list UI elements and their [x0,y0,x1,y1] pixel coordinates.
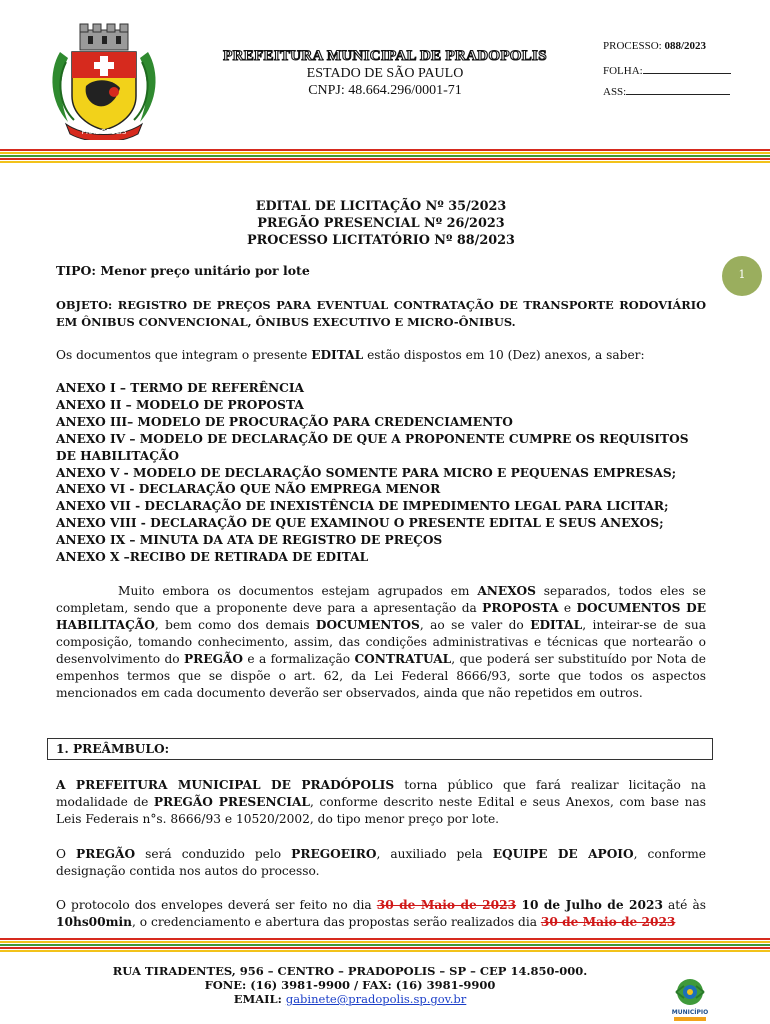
ass-field [603,84,730,98]
crest-ribbon-text: PRADOPOLIS [81,128,127,136]
objeto-text: : REGISTRO DE PREÇOS PARA EVENTUAL CONTRATAÇÃO DE TRANSPORTE RODOVIÁRIO EM ÔNIBUS CONVENCIONAL, ÔNIBUS EXECUTIVO E MICRO-ÔNIBUS. [56,298,706,329]
pregao-title: PREGÃO PRESENCIAL Nº 26/2023 [257,216,505,231]
page-number-badge: 1 [722,256,762,296]
folha-field [603,63,731,77]
footer-color-stripes [0,938,770,952]
tipo-line: TIPO: Menor preço unitário por lote [56,263,310,278]
paragraph-pregao: O PREGÃO será conduzido pelo PREGOEIRO, auxiliado pela EQUIPE DE APOIO, conforme designação contida nos autos do processo. [56,847,706,878]
footer-phone: FONE: (16) 3981-9900 / FAX: (16) 3981-9900 [204,978,496,992]
state-name: ESTADO DE SÃO PAULO [306,66,464,81]
municipality-title: PREFEITURA MUNICIPAL DE PRADOPOLIS [223,48,547,64]
header-color-stripes [0,149,770,163]
process-label: PROCESSO: [603,40,662,52]
footer-email-link[interactable]: gabinete@pradopolis.sp.gov.br [285,992,467,1006]
section-preambulo-heading: 1. PREÂMBULO: [56,742,170,756]
folha-blank-line [643,63,731,74]
process-number: 088/2023 [664,40,707,52]
edital-title: EDITAL DE LICITAÇÃO Nº 35/2023 [255,199,507,214]
municipio-verde-azul-logo [664,974,716,1024]
footer-email-label: EMAIL: [233,992,286,1006]
paragraph-protocolo: O protocolo dos envelopes deverá ser feito no dia 30 de Maio de 2023 10 de Julho de 2023 até às 10hs00min, o credenciamento e abertura das propostas serão realizados dia 30 de Maio de 2023 [56,898,706,929]
footer-email-line [40,992,660,1006]
annex-item: ANEXO VI - DECLARAÇÃO QUE NÃO EMPREGA MENOR [56,482,441,497]
struck-date-2: 30 de Maio de 2023 [540,915,676,929]
folha-label: FOLHA: [603,65,643,77]
struck-date-1: 30 de Maio de 2023 [376,898,517,912]
objeto-paragraph [56,297,706,331]
annex-item: ANEXO IX – MINUTA DA ATA DE REGISTRO DE PREÇOS [56,533,443,548]
annex-item: ANEXO III– MODELO DE PROCURAÇÃO PARA CREDENCIAMENTO [56,414,513,429]
anexos-list [56,380,706,566]
objeto-label: OBJETO [56,298,109,312]
municipal-crest-logo [46,22,162,140]
ass-blank-line [626,84,730,95]
process-field [603,40,706,52]
paragraph-documentos: Muito embora os documentos estejam agrupados em ANEXOS separados, todos eles se completam, sendo que a proponente deve para a apresentação da PROPOSTA e DOCUMENTOS DE HABILITAÇÃO, bem como dos demais DOCUMENTOS, ao se valer do EDITAL, inteirar-se de sua composição, tomando conhecimento, assim, das condições administrativas e técnicas que nortearão o desenvolvimento do PREGÃO e a formalização CONTRATUAL, que poderá ser substituído por Nota de empenhos termos que se dispõe o art. 62, da Lei Federal 8666/93, sorte que todos os aspectos mencionados em cada documento deverão ser observados, ainda que não repetidos em outros. [56,584,706,700]
processo-title: PROCESSO LICITATÓRIO Nº 88/2023 [247,233,515,248]
docs-intro: Os documentos que integram o presente EDITAL estão dispostos em 10 (Dez) anexos, a saber: [56,348,645,362]
municipio-logo-text: MUNICÍPIO [671,1009,709,1016]
paragraph-prefeitura: A PREFEITURA MUNICIPAL DE PRADÓPOLIS torna público que fará realizar licitação na modalidade de PREGÃO PRESENCIAL, conforme descrito neste Edital e seus Anexos, com base nas Leis Federais n°s. 8666/93 e 10520/2002, do tipo menor preço por lote. [56,778,707,826]
annex-item: ANEXO IV – MODELO DE DECLARAÇÃO DE QUE A PROPONENTE CUMPRE OS REQUISITOS DE HABILITAÇÃO [56,431,689,463]
annex-item: ANEXO V - MODELO DE DECLARAÇÃO SOMENTE PARA MICRO E PEQUENAS EMPRESAS; [56,465,677,480]
annex-item: ANEXO VIII - DECLARAÇÃO DE QUE EXAMINOU O PRESENTE EDITAL E SEUS ANEXOS; [56,516,664,531]
cnpj-number: CNPJ: 48.664.296/0001-71 [308,83,462,98]
footer-address: RUA TIRADENTES, 956 – CENTRO – PRADOPOLIS – SP – CEP 14.850-000. [112,964,588,978]
ass-label: ASS: [603,86,627,98]
annex-item: ANEXO I – TERMO DE REFERÊNCIA [56,381,304,395]
annex-item: ANEXO VII - DECLARAÇÃO DE INEXISTÊNCIA DE IMPEDIMENTO LEGAL PARA LICITAR; [56,499,669,514]
annex-item: ANEXO II – MODELO DE PROPOSTA [56,397,304,412]
annex-item: ANEXO X –RECIBO DE RETIRADA DE EDITAL [56,550,369,565]
